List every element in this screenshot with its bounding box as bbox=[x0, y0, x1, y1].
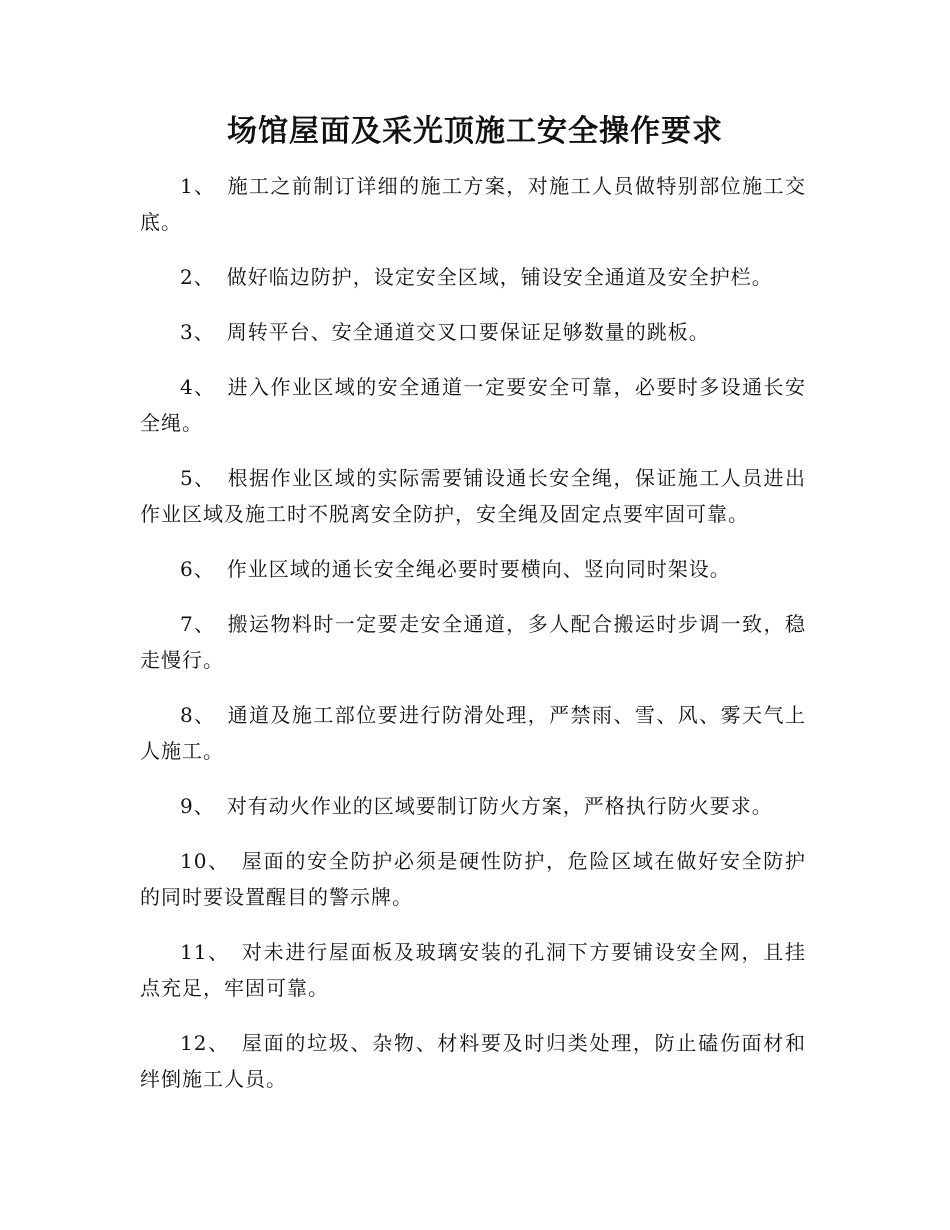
list-item bbox=[140, 314, 806, 350]
list-item bbox=[140, 606, 806, 678]
item-text: 屋面的安全防护必须是硬性防护，危险区域在做好安全防护的同时要设置醒目的警示牌。 bbox=[140, 849, 807, 909]
item-number: 4、 bbox=[180, 375, 216, 399]
item-number: 8、 bbox=[180, 703, 216, 727]
item-number: 3、 bbox=[180, 320, 215, 344]
item-number: 10、 bbox=[180, 849, 230, 873]
item-text: 施工之前制订详细的施工方案，对施工人员做特别部位施工交底。 bbox=[140, 174, 806, 234]
item-number: 12、 bbox=[180, 1031, 230, 1055]
item-text: 屋面的垃圾、杂物、材料要及时归类处理，防止磕伤面材和绊倒施工人员。 bbox=[140, 1031, 807, 1091]
item-text: 对有动火作业的区域要制订防火方案，严格执行防火要求。 bbox=[226, 794, 773, 818]
item-number: 2、 bbox=[180, 265, 215, 289]
requirement-list bbox=[140, 168, 806, 1116]
item-text: 进入作业区域的安全通道一定要安全可靠，必要时多设通长安全绳。 bbox=[140, 375, 806, 435]
list-item bbox=[140, 460, 806, 532]
item-number: 1、 bbox=[180, 174, 216, 198]
item-number: 5、 bbox=[180, 466, 216, 490]
item-number: 9、 bbox=[180, 794, 215, 818]
list-item bbox=[140, 697, 806, 769]
list-item bbox=[140, 369, 806, 441]
item-text: 作业区域的通长安全绳必要时要横向、竖向同时架设。 bbox=[226, 557, 731, 581]
list-item bbox=[140, 1025, 806, 1097]
list-item bbox=[140, 551, 806, 587]
item-number: 11、 bbox=[180, 940, 230, 964]
list-item bbox=[140, 259, 806, 295]
item-text: 对未进行屋面板及玻璃安装的孔洞下方要铺设安全网，且挂点充足，牢固可靠。 bbox=[140, 940, 807, 1000]
page-title: 场馆屋面及采光顶施工安全操作要求 bbox=[227, 114, 723, 149]
item-text: 根据作业区域的实际需要铺设通长安全绳，保证施工人员进出作业区域及施工时不脱离安全防护，安全绳及固定点要牢固可靠。 bbox=[140, 466, 806, 526]
list-item bbox=[140, 168, 806, 240]
list-item bbox=[140, 788, 806, 824]
item-text: 做好临边防护，设定安全区域，铺设安全通道及安全护栏。 bbox=[226, 265, 773, 289]
item-text: 搬运物料时一定要走安全通道，多人配合搬运时步调一致，稳走慢行。 bbox=[140, 612, 806, 672]
item-text: 通道及施工部位要进行防滑处理，严禁雨、雪、风、雾天气上人施工。 bbox=[140, 703, 806, 763]
list-item bbox=[140, 934, 806, 1006]
item-number: 7、 bbox=[180, 612, 216, 636]
item-number: 6、 bbox=[180, 557, 215, 581]
item-text: 周转平台、安全通道交叉口要保证足够数量的跳板。 bbox=[226, 320, 710, 344]
list-item bbox=[140, 843, 806, 915]
